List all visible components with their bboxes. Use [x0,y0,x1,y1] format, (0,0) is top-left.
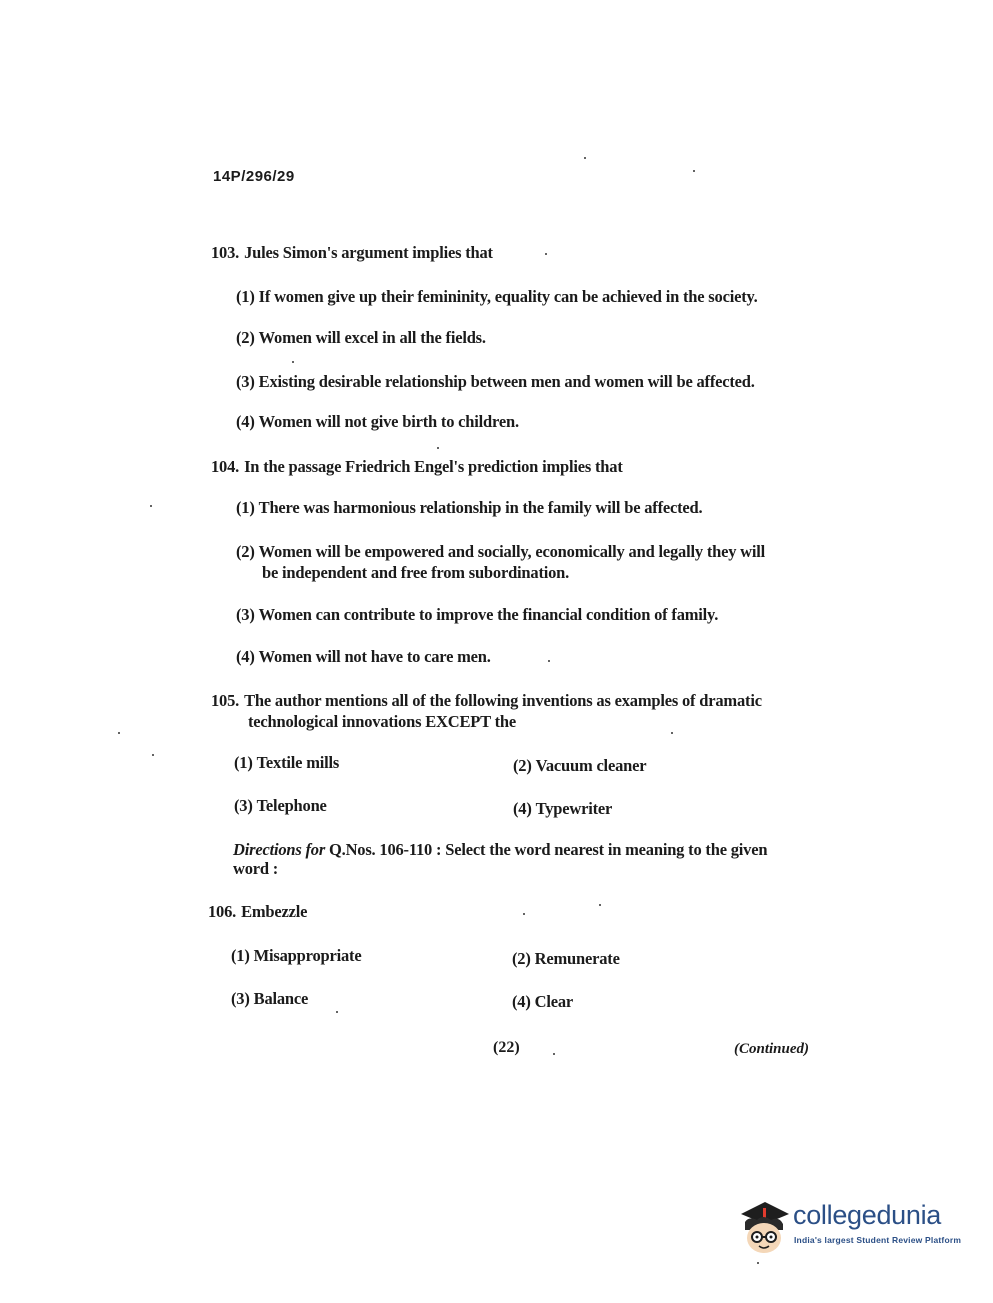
question-105-continued: technological innovations EXCEPT the [248,712,516,731]
option-104-4: (4) Women will not have to care men. [236,647,491,666]
option-104-2: (2) Women will be empowered and socially, economically and legally they will [236,542,766,561]
question-106 [208,902,307,922]
scan-speck [584,157,586,159]
question-103 [211,243,493,263]
scan-speck [548,660,550,662]
option-103-3: (3) Existing desirable relationship between men and women will be affected. [236,372,755,391]
option-104-3: (3) Women can contribute to improve the financial condition of family. [236,605,719,624]
scan-speck [553,1053,555,1055]
question-number: 104. [211,457,240,476]
page-number: (22) [493,1039,520,1056]
option-105-4: (4) Typewriter [513,799,613,818]
scan-speck [693,170,695,172]
option-106-2: (2) Remunerate [512,949,620,968]
directions [233,840,767,860]
question-number: 103. [211,243,240,262]
option-103-4: (4) Women will not give birth to children. [236,412,519,431]
option-106-1: (1) Misappropriate [231,946,362,965]
directions-text: Q.Nos. 106-110 : Select the word nearest in meaning to the given [329,840,768,859]
question-105 [211,691,762,711]
collegedunia-watermark [735,1196,965,1266]
option-105-3: (3) Telephone [234,796,327,815]
scan-speck [523,913,525,915]
paper-code: 14P/296/29 [213,168,295,185]
option-106-3: (3) Balance [231,989,309,1008]
scan-speck [599,904,601,906]
brand-name: collegedunia [793,1200,942,1230]
question-text: Jules Simon's argument implies that [244,243,493,262]
scan-speck [118,732,120,734]
mascot-icon [735,1196,793,1260]
scan-speck [437,447,439,449]
question-104 [211,457,623,477]
scan-speck [545,253,547,255]
directions-continued: word : [233,859,279,878]
scan-speck [152,754,154,756]
option-105-1: (1) Textile mills [234,753,340,772]
option-106-4: (4) Clear [512,992,574,1011]
continued-label: (Continued) [734,1041,810,1057]
question-number: 106. [208,902,237,921]
question-text: The author mentions all of the following inventions as examples of dramatic [244,691,762,710]
option-105-2: (2) Vacuum cleaner [513,756,647,775]
directions-label: Directions for [233,840,326,859]
scan-speck [292,361,294,363]
scan-speck [336,1011,338,1013]
question-number: 105. [211,691,240,710]
option-104-2-continued: be independent and free from subordination. [262,563,570,582]
scan-speck [150,505,152,507]
scan-speck [671,732,673,734]
brand-tagline: India's largest Student Review Platform [794,1235,962,1245]
option-104-1: (1) There was harmonious relationship in the family will be affected. [236,498,703,517]
question-text: In the passage Friedrich Engel's prediction implies that [244,457,623,476]
option-103-2: (2) Women will excel in all the fields. [236,328,486,347]
question-text: Embezzle [241,902,308,921]
option-103-1: (1) If women give up their femininity, equality can be achieved in the society. [236,287,758,306]
